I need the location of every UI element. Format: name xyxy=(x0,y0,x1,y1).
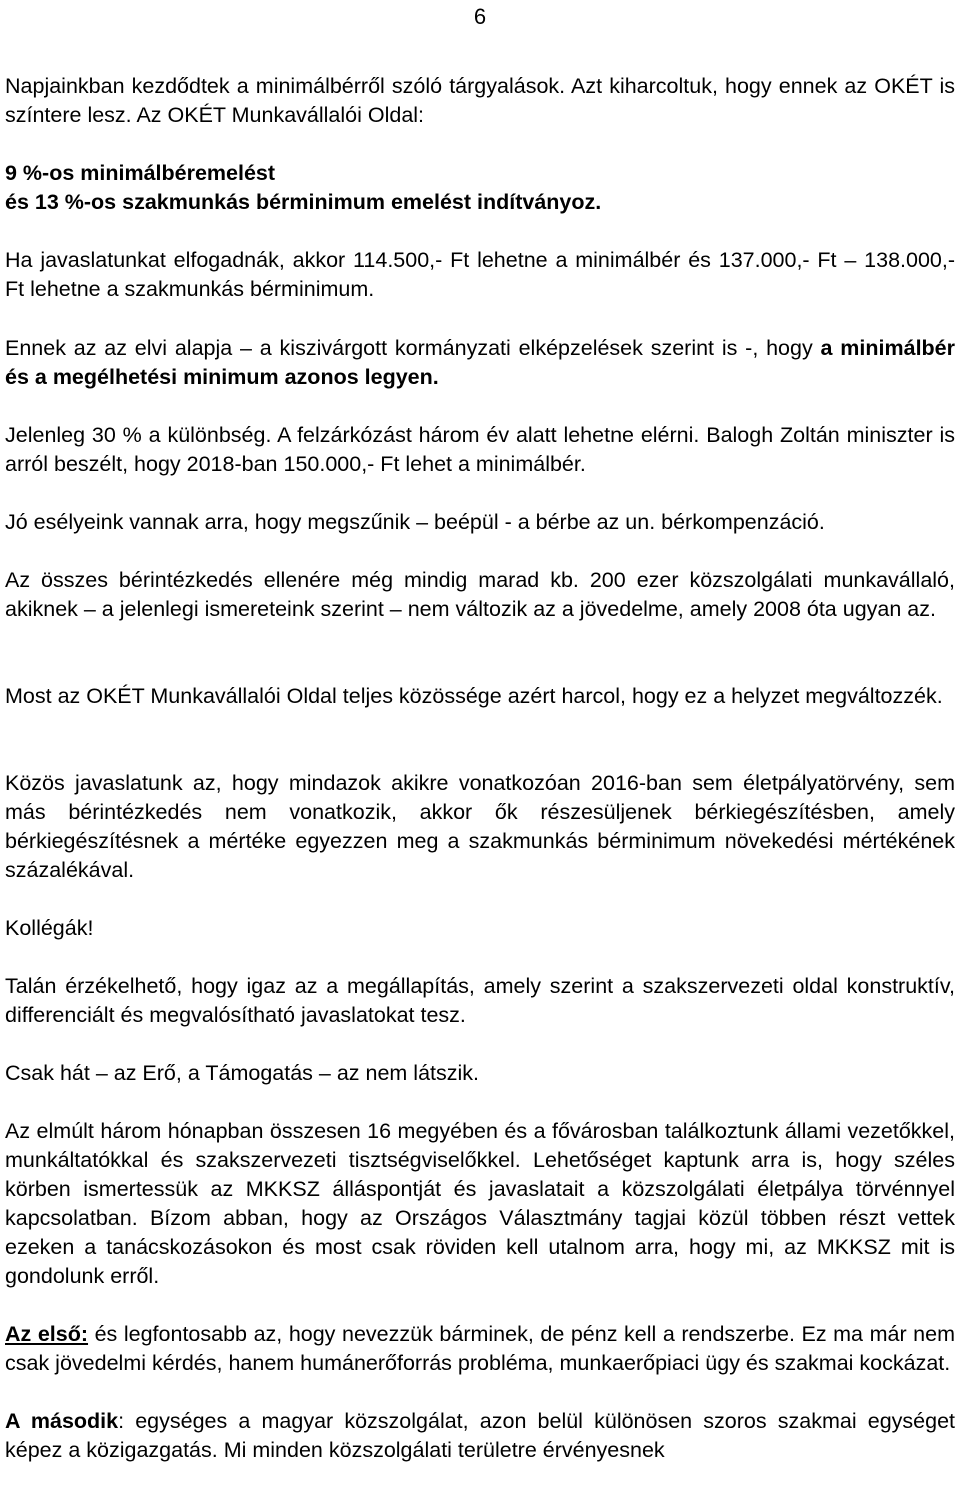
paragraph-principle xyxy=(5,334,955,392)
paragraph-constructive: Talán érzékelhető, hogy igaz az a megállapítás, amely szerint a szakszervezeti oldal konstruktív, differenciált és megvalósítható javaslatokat tesz. xyxy=(5,974,955,1027)
paragraph-fight: Most az OKÉT Munkavállalói Oldal teljes közössége azért harcol, hogy ez a helyzet megváltozzék. xyxy=(5,684,943,708)
principle-text: Ennek az az elvi alapja – a kiszivárgott kormányzati elképzelések szerint is -, hogy xyxy=(5,336,821,360)
first-lead: Az első: xyxy=(5,1322,89,1346)
principle-bold-text: a minimálbér és a megélhetési minimum azonos legyen. xyxy=(5,336,955,389)
first-text: és legfontosabb az, hogy nevezzük bárminek, de pénz kell a rendszerbe. Ez ma már nem csak jövedelmi kérdés, hanem humánerőforrás probléma, munkaerőpiaci ügy és szakmai kockázat. xyxy=(5,1322,955,1375)
paragraph-colleagues: Kollégák! xyxy=(5,916,94,940)
paragraph-compensation: Jó esélyeink vannak arra, hogy megszűnik – beépül - a bérbe az un. bérkompenzáció. xyxy=(5,510,825,534)
paragraph-negotiations: Napjainkban kezdődtek a minimálbérről szóló tárgyalások. Azt kiharcoltuk, hogy ennek az OKÉT is színtere lesz. Az OKÉT Munkavállalói Oldal: xyxy=(5,74,955,127)
paragraph-joint-proposal: Közös javaslatunk az, hogy mindazok akikre vonatkozóan 2016-ban sem életpályatörvény, sem más bérintézkedés nem vonatkozik, akkor ők részesüljenek bérkiegészítésben, amely bérkiegészítésnek a mértéke egyezzen meg a szakmunkás bérminimum növekedési mértékének százalékával. xyxy=(5,771,955,882)
proposal-skilled-minimum: és 13 %-os szakmunkás bérminimum emelést indítványoz. xyxy=(5,190,602,214)
paragraph-meetings: Az elmúlt három hónapban összesen 16 megyében és a fővárosban találkoztunk állami vezetőkkel, munkáltatókkal és szakszervezeti tisztségviselőkkel. Lehetőséget kaptunk arra is, hogy széles körben ismertessük az MKKSZ álláspontját és javaslatait a közszolgálati életpálya törvénnyel kapcsolatban. Bízom abban, hogy az Országos Választmány tagjai közül többen részt vettek ezeken a tanácskozásokon és most csak röviden kell utalnom arra, hogy mi, az MKKSZ mit is gondolunk erről. xyxy=(5,1119,955,1288)
paragraph-second xyxy=(5,1407,955,1465)
second-text: : egységes a magyar közszolgálat, azon belül különösen szoros szakmai egységet képez a közigazgatás. Mi minden közszolgálati területre érvényesnek xyxy=(5,1409,955,1462)
proposal-minimum-wage: 9 %-os minimálbéremelést xyxy=(5,161,276,185)
paragraph-first xyxy=(5,1320,955,1378)
paragraph-if-accepted: Ha javaslatunkat elfogadnák, akkor 114.500,- Ft lehetne a minimálbér és 137.000,- Ft – 138.000,- Ft lehetne a szakmunkás bérminimum. xyxy=(5,248,955,301)
paragraph-power: Csak hát – az Erő, a Támogatás – az nem látszik. xyxy=(5,1061,480,1085)
paragraph-public-servants: Az összes bérintézkedés ellenére még mindig marad kb. 200 ezer közszolgálati munkavállaló, akiknek – a jelenlegi ismereteink szerint – nem változik az a jövedelme, amely 2008 óta ugyan az. xyxy=(5,568,955,621)
second-lead: A második xyxy=(5,1409,119,1433)
page-number: 6 xyxy=(473,4,487,29)
paragraph-difference: Jelenleg 30 % a különbség. A felzárkózást három év alatt lehetne elérni. Balogh Zoltán miniszter is arról beszélt, hogy 2018-ban 150.000,- Ft lehet a minimálbér. xyxy=(5,423,955,476)
